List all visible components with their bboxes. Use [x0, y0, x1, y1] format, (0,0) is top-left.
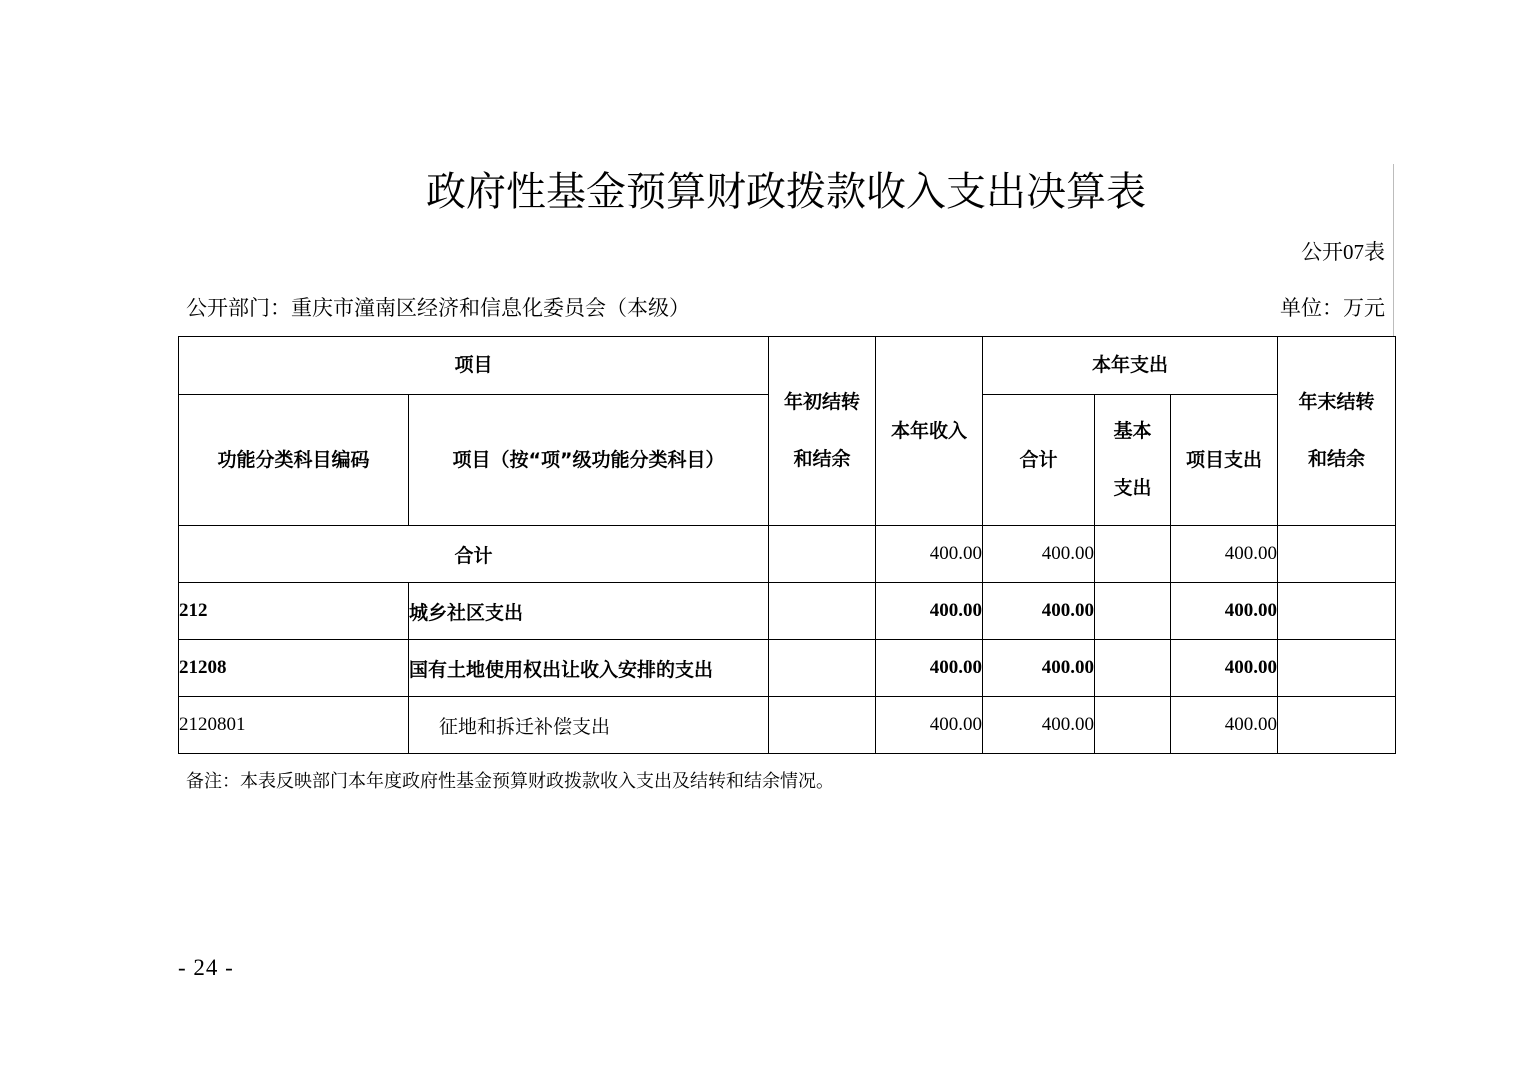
row-closing-balance [1278, 697, 1396, 754]
row-name: 征地和拆迁补偿支出 [409, 697, 769, 754]
row-closing-balance [1278, 583, 1396, 640]
row-basic-expense [1095, 697, 1171, 754]
row-opening-balance [769, 697, 876, 754]
row-opening-balance [769, 640, 876, 697]
header-opening-balance-text: 年初结转和结余 [784, 391, 861, 470]
row-project-expense: 400.00 [1171, 583, 1278, 640]
table-code-suffix: 表 [1364, 240, 1385, 264]
row-basic-expense [1095, 640, 1171, 697]
table-code [1301, 238, 1385, 266]
total-current-income: 400.00 [876, 526, 983, 583]
budget-table [178, 336, 1396, 754]
row-code: 21208 [179, 640, 409, 697]
total-basic-expense [1095, 526, 1171, 583]
row-project-expense: 400.00 [1171, 697, 1278, 754]
header-basic-expense [1095, 395, 1171, 526]
header-opening-balance [769, 337, 876, 526]
row-code: 212 [179, 583, 409, 640]
total-opening-balance [769, 526, 876, 583]
total-row [179, 526, 1396, 583]
header-function-code: 功能分类科目编码 [179, 395, 409, 526]
right-border-rule [1393, 164, 1394, 336]
row-code: 2120801 [179, 697, 409, 754]
row-opening-balance [769, 583, 876, 640]
header-project-group: 项目 [179, 337, 769, 395]
header-expense-total: 合计 [983, 395, 1095, 526]
table-row [179, 640, 1396, 697]
total-project-expense: 400.00 [1171, 526, 1278, 583]
table-code-prefix: 公开 [1301, 240, 1343, 264]
header-current-income: 本年收入 [876, 337, 983, 526]
header-basic-expense-text: 基本支出 [1113, 420, 1152, 499]
row-current-income: 400.00 [876, 697, 983, 754]
row-closing-balance [1278, 640, 1396, 697]
row-current-income: 400.00 [876, 640, 983, 697]
table-row [179, 697, 1396, 754]
table-code-number: 07 [1343, 240, 1364, 264]
row-basic-expense [1095, 583, 1171, 640]
total-closing-balance [1278, 526, 1396, 583]
table-note: 备注：本表反映部门本年度政府性基金预算财政拨款收入支出及结转和结余情况。 [186, 771, 834, 792]
unit-line: 单位：万元 [1280, 296, 1385, 320]
header-closing-balance-text: 年末结转和结余 [1298, 391, 1375, 470]
row-expense-total: 400.00 [983, 640, 1095, 697]
page-title: 政府性基金预算财政拨款收入支出决算表 [426, 169, 1146, 215]
page-number: - 24 - [178, 955, 234, 980]
header-project-expense: 项目支出 [1171, 395, 1278, 526]
header-current-expense-group: 本年支出 [983, 337, 1278, 395]
header-project-name: 项目（按“项”级功能分类科目） [409, 395, 769, 526]
total-expense-total: 400.00 [983, 526, 1095, 583]
table-row [179, 583, 1396, 640]
total-label: 合计 [179, 526, 769, 583]
header-closing-balance [1278, 337, 1396, 526]
row-expense-total: 400.00 [983, 697, 1095, 754]
row-expense-total: 400.00 [983, 583, 1095, 640]
row-name: 国有土地使用权出让收入安排的支出 [409, 640, 769, 697]
row-name: 城乡社区支出 [409, 583, 769, 640]
department-line: 公开部门：重庆市潼南区经济和信息化委员会（本级） [186, 296, 690, 320]
row-current-income: 400.00 [876, 583, 983, 640]
row-project-expense: 400.00 [1171, 640, 1278, 697]
